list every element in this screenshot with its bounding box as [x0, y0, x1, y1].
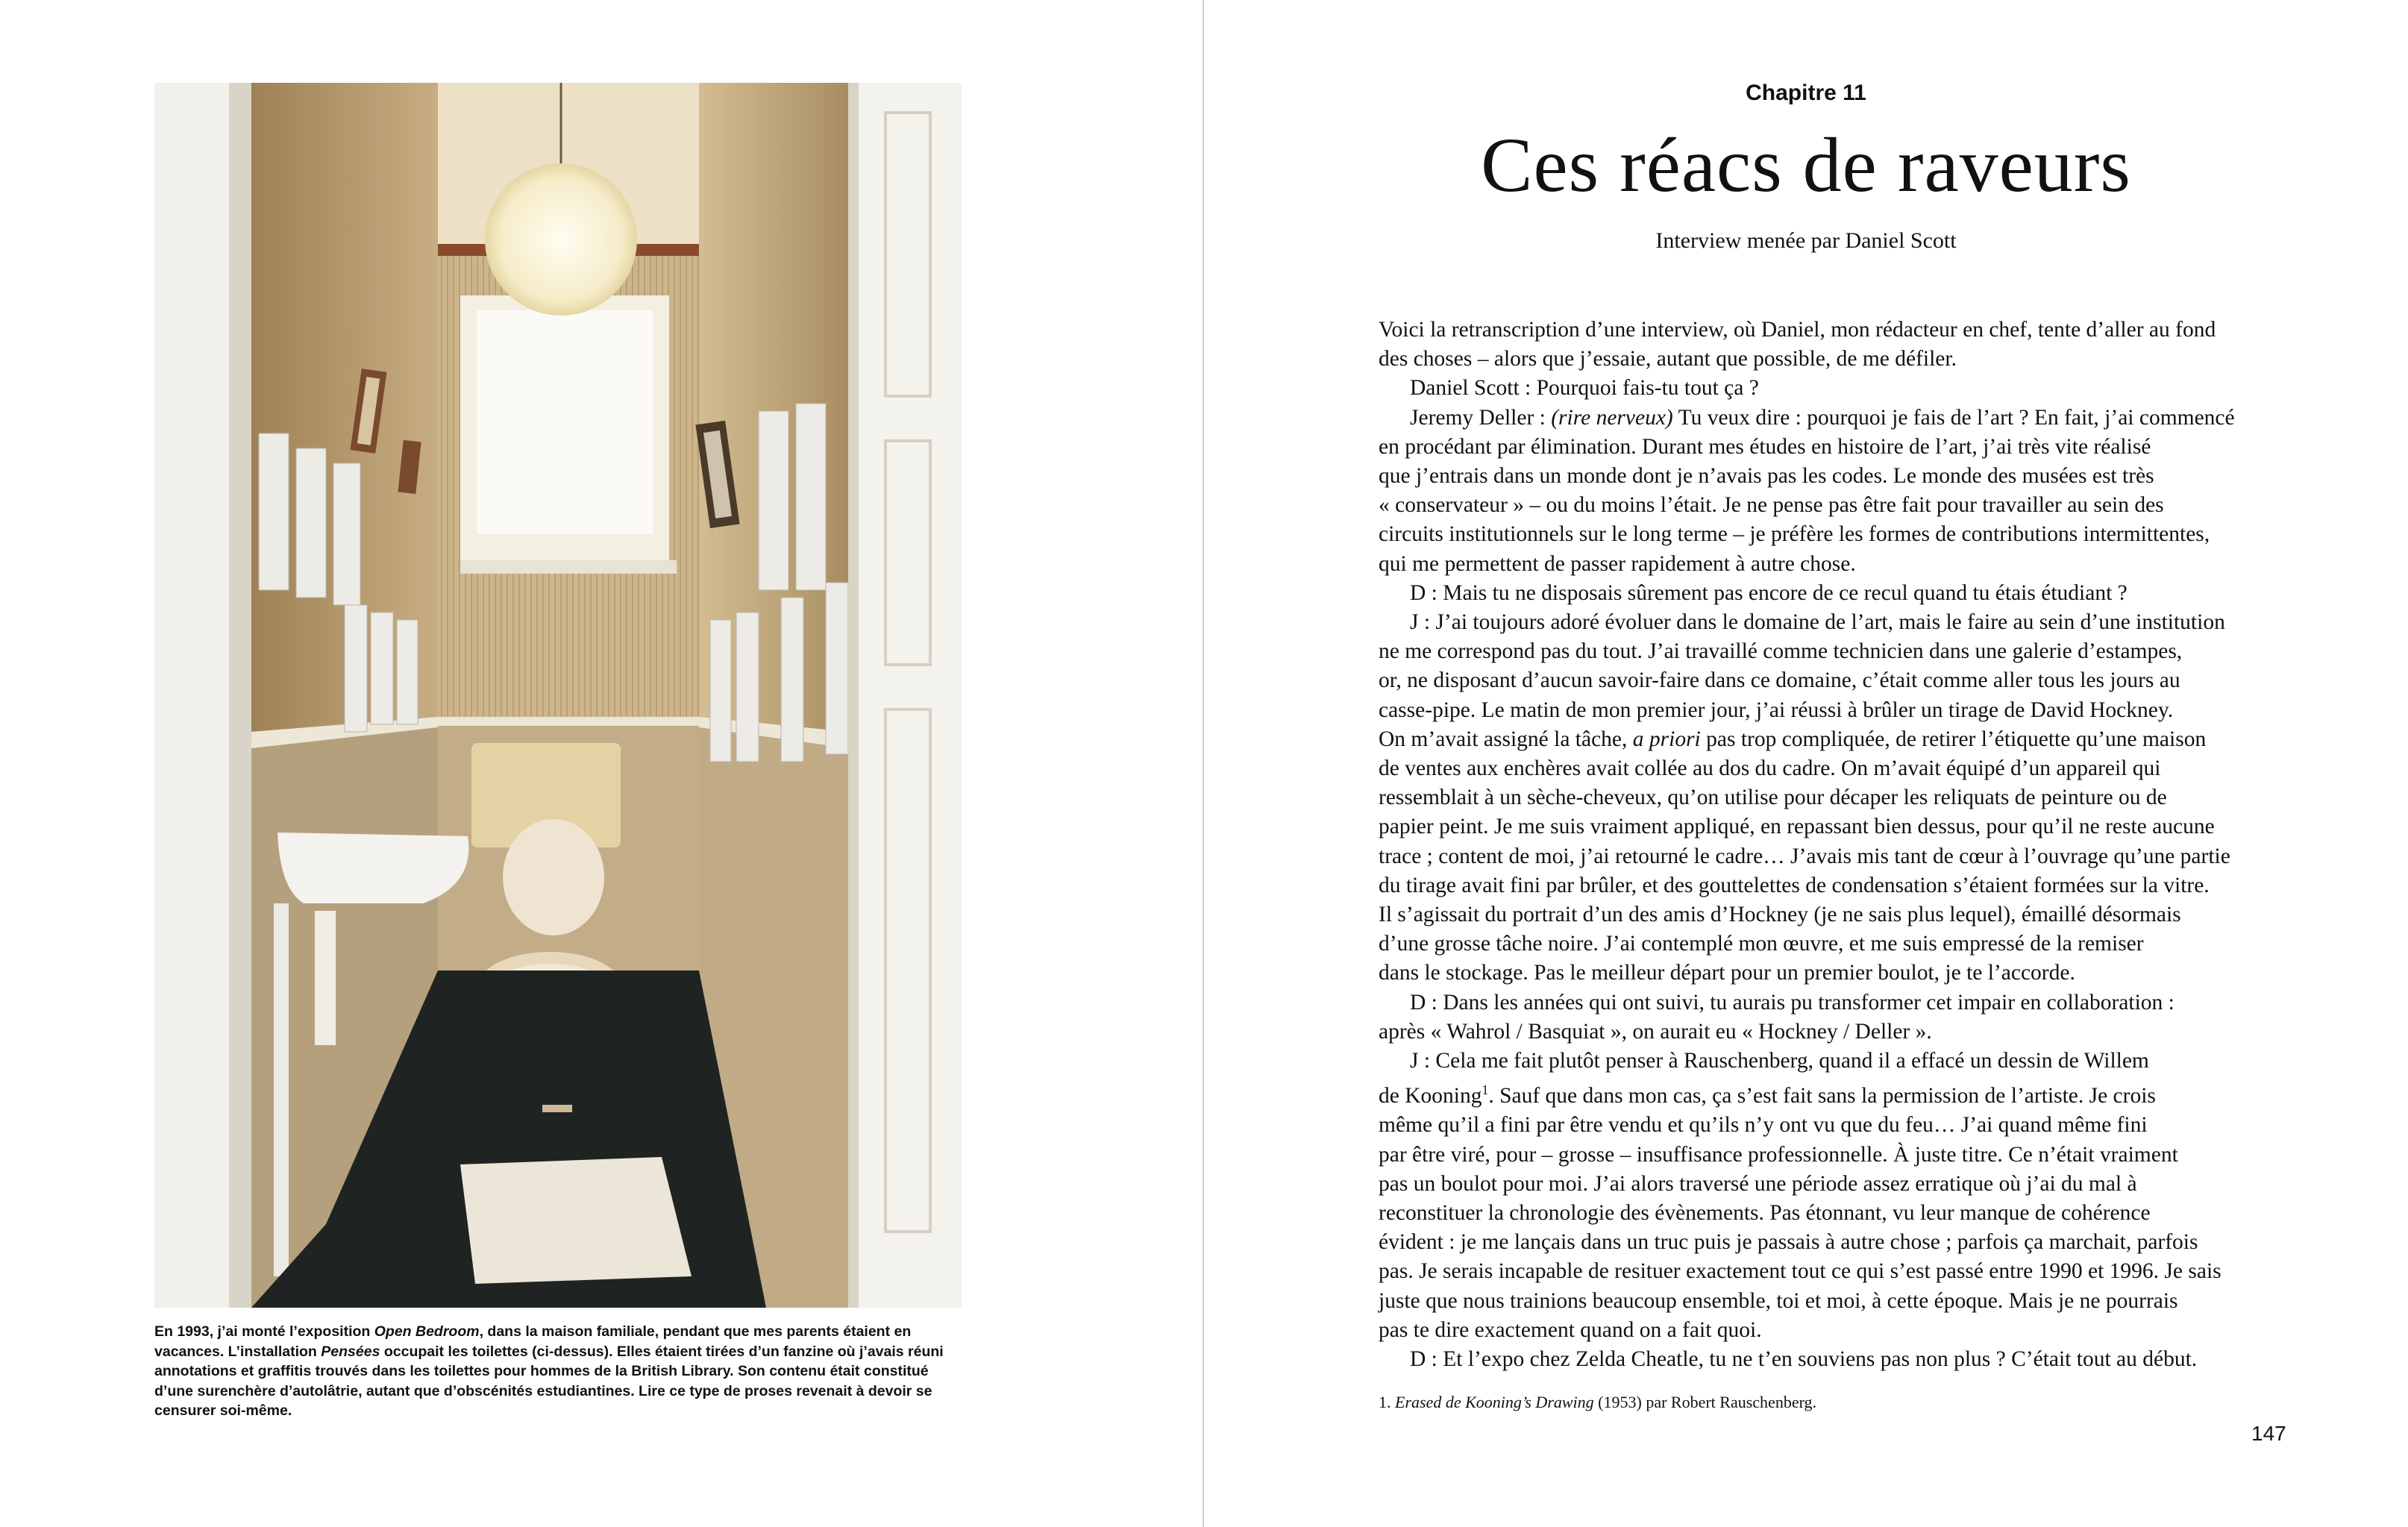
line-fragment: pas trop compliquée, de retirer l’étiquette qu’une maison — [1700, 727, 2207, 751]
text-line: D : Dans les années qui ont suivi, tu aurais pu transformer cet impair en collaboration : — [1410, 990, 2175, 1015]
caption-installation-title: Pensées — [321, 1343, 380, 1360]
text-line: J : J’ai toujours adoré évoluer dans le domaine de l’art, mais le faire au sein d’une institution — [1410, 610, 2225, 635]
chapter-subtitle: Interview menée par Daniel Scott — [1655, 228, 1957, 253]
line-fragment: On m’avait assigné la tâche, — [1379, 727, 1633, 751]
left-page — [0, 0, 1203, 1527]
italic-term: a priori — [1632, 727, 1701, 751]
text-line: pas te dire exactement quand on a fait quoi. — [1379, 1317, 1762, 1342]
text-line: en procédant par élimination. Durant mes études en histoire de l’art, j’ai très vite réalisé — [1379, 434, 2151, 459]
caption-text: , dans la maison familiale, pendant que mes parents étaient en vacances. L’installation — [154, 1323, 912, 1360]
text-line: après « Wahrol / Basquiat », on aurait eu « Hockney / Deller ». — [1379, 1019, 1932, 1044]
text-line: « conservateur » – ou du moins l’était. Je ne pense pas être fait pour travailler au sein des — [1379, 493, 2164, 518]
right-page — [1204, 0, 2408, 1527]
page-number: 147 — [2251, 1422, 2286, 1445]
text-line: de ventes aux enchères avait collée au dos du cadre. On m’avait équipé d’un appareil qui — [1379, 756, 2161, 781]
text-line — [1379, 1076, 2348, 1111]
ceiling-lamp — [485, 163, 637, 316]
text-line: ressemblait à un sèche-cheveux, qu’on utilise pour décaper les reliquats de peinture ou de — [1379, 786, 2167, 810]
text-line: J : Cela me fait plutôt penser à Rauschenberg, quand il a effacé un dessin de Willem — [1410, 1049, 2149, 1073]
text-line: circuits institutionnels sur le long terme – je préfère les formes de contributions intermittentes, — [1379, 522, 2210, 547]
text-line: casse-pipe. Le matin de mon premier jour, j’ai réussi à brûler un tirage de David Hockney. — [1379, 697, 2174, 722]
text-line: évident : je me lançais dans un truc puis je passais à autre chose ; parfois ça marchait, parfois — [1379, 1230, 2198, 1255]
caption-text: occupait les toilettes (ci-dessus). Elles étaient tirées d’un fanzine où j’avais réuni annotations et graffitis trouvés dans les toilettes pour hommes de la British Library. Son contenu était constitué d’une surenchère d’autolâtrie, autant que d’obscénités estudiantines. Lire ce type de proses revenait à devoir se censurer soi-même. — [154, 1343, 944, 1419]
text-line: même qu’il a fini par être vendu et qu’ils n’y ont vu que du feu… J’ai quand même fini — [1379, 1113, 2148, 1138]
text-line: pas un boulot pour moi. J’ai alors traversé une période assez erratique où j’ai du mal à — [1379, 1171, 2137, 1196]
speaker-label: Jeremy Deller : — [1410, 405, 1552, 430]
text-line: trace ; content de moi, j’ai retourné le cadre… J’avais mis tant de cœur à l’ouvrage qu’une partie — [1379, 844, 2230, 868]
photo-caption — [154, 1322, 962, 1421]
text-line: or, ne disposant d’aucun savoir-faire dans ce domaine, c’était comme aller tous les jours au — [1379, 668, 2180, 693]
footnote-text: (1953) par Robert Rauschenberg. — [1593, 1393, 1817, 1411]
line-fragment: de Kooning — [1379, 1084, 1482, 1109]
footnote-marker[interactable]: 1 — [1482, 1082, 1489, 1098]
line-fragment: . Sauf que dans mon cas, ça s’est fait sans la permission de l’artiste. Je crois — [1488, 1084, 2156, 1109]
text-line: papier peint. Je me suis vraiment appliqué, en repassant bien dessus, pour qu’il ne reste aucune — [1379, 815, 2215, 839]
line-fragment: Tu veux dire : pourquoi je fais de l’art ? En fait, j’ai commencé — [1672, 405, 2235, 430]
text-line: D : Et l’expo chez Zelda Cheatle, tu ne t’en souviens pas non plus ? C’était tout au début. — [1410, 1346, 2198, 1371]
caption-text: En 1993, j’ai monté l’exposition — [154, 1323, 374, 1340]
bath-mat — [460, 1157, 692, 1284]
text-line: reconstituer la chronologie des évènements. Pas étonnant, vu leur manque de cohérence — [1379, 1200, 2151, 1225]
text-line: juste que nous trainions beaucoup ensemble, toi et moi, à cette époque. Mais je ne pourrais — [1379, 1288, 2178, 1313]
chapter-label: Chapitre 11 — [1746, 81, 1866, 105]
text-line: D : Mais tu ne disposais sûrement pas encore de ce recul quand tu étais étudiant ? — [1410, 580, 2128, 605]
footnote-number: 1. — [1379, 1393, 1391, 1411]
toilet-lid — [503, 819, 604, 935]
text-line: d’une grosse tâche noire. J’ai contemplé mon œuvre, et me suis empressé de la remiser — [1379, 932, 2144, 956]
text-line: du tirage avait fini par brûler, et des gouttelettes de condensation s’étaient formées sur la vitre. — [1379, 873, 2210, 897]
footnote — [1379, 1393, 2348, 1412]
chapter-title: Ces réacs de raveurs — [1481, 122, 2131, 208]
text-line: que j’entrais dans un monde dont je n’avais pas les codes. Le monde des musées est très — [1379, 464, 2154, 489]
stage-direction: (rire nerveux) — [1551, 405, 1673, 430]
text-line: ne me correspond pas du tout. J’ai travaillé comme technicien dans une galerie d’estampes, — [1379, 639, 2183, 664]
text-line: dans le stockage. Pas le meilleur départ pour un premier boulot, je te l’accorde. — [1379, 961, 2075, 985]
text-line: Voici la retranscription d’une interview, où Daniel, mon rédacteur en chef, tente d’aller au fond — [1379, 318, 2216, 342]
door-right — [848, 83, 962, 1308]
text-line: qui me permettent de passer rapidement à autre chose. — [1379, 551, 1856, 576]
text-line: Il s’agissait du portrait d’un des amis d’Hockney (je ne sais plus lequel), émaillé désormais — [1379, 903, 2181, 927]
text-line: par être viré, pour – grosse – insuffisance professionnelle. À juste titre. Ce n’était vraiment — [1379, 1142, 2178, 1167]
caption-exhibit-title: Open Bedroom — [374, 1323, 480, 1340]
text-line: des choses – alors que j’essaie, autant que possible, de me défiler. — [1379, 347, 1957, 371]
footnote-title: Erased de Kooning’s Drawing — [1395, 1393, 1594, 1411]
text-line — [1379, 725, 2348, 754]
toilet-room-illustration — [154, 83, 962, 1308]
sink — [278, 833, 468, 903]
text-line — [1379, 404, 2348, 433]
text-line: Daniel Scott : Pourquoi fais-tu tout ça ? — [1410, 376, 1759, 401]
interview-body — [1379, 316, 2348, 1374]
text-line: pas. Je serais incapable de resituer exactement tout ce qui s’est passé entre 1990 et 1996. Je sais — [1379, 1259, 2222, 1284]
toilet-photo — [154, 83, 962, 1308]
